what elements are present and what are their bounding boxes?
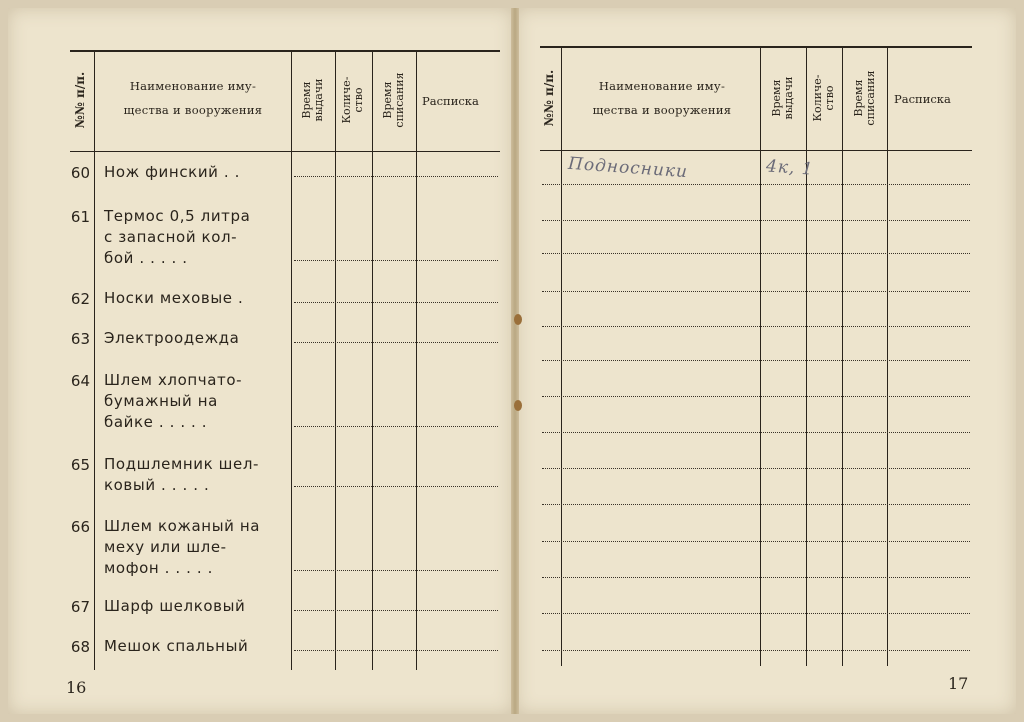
- row-number: 67: [70, 598, 90, 616]
- column-header-name: [566, 74, 758, 122]
- header-top-rule: [70, 50, 500, 52]
- column-header-issue-time: [301, 61, 325, 139]
- row-number: 64: [70, 372, 90, 390]
- column-divider: [291, 50, 292, 670]
- column-divider: [887, 46, 888, 666]
- row-item-name: Подшлемник шел- ковый . . . . .: [104, 455, 260, 494]
- row-item-name: Термос 0,5 литра с запасной кол- бой . . . . .: [104, 207, 251, 267]
- document-booklet: [8, 8, 1016, 714]
- dotted-fill-line: [542, 468, 970, 469]
- column-header-signature: Расписка: [894, 92, 951, 106]
- staple-hole: [514, 400, 522, 411]
- row-number: 65: [70, 456, 90, 474]
- column-header-number: №№ п/п.: [73, 71, 87, 129]
- column-header-issue-time-line1: Время: [770, 79, 783, 117]
- column-divider: [760, 46, 761, 666]
- page-number-right: 17: [948, 674, 969, 693]
- column-header-writeoff: [853, 59, 877, 137]
- column-header-quantity-line1: Количе-: [811, 74, 824, 122]
- dotted-fill-line: [542, 291, 970, 292]
- column-divider: [335, 50, 336, 670]
- row-item-name: Нож финский . .: [104, 163, 240, 181]
- row-item-name: Мешок спальный: [104, 637, 249, 655]
- column-header-issue-time: [771, 59, 795, 137]
- column-header-writeoff-line2: списания: [393, 72, 406, 128]
- column-header-name: [98, 74, 288, 122]
- dotted-fill-line: [542, 326, 970, 327]
- staple-hole: [514, 314, 522, 325]
- dotted-fill-line: [542, 613, 970, 614]
- column-header-quantity: [341, 61, 365, 139]
- dotted-fill-line: [294, 260, 498, 261]
- dotted-fill-line: [294, 570, 498, 571]
- column-divider: [372, 50, 373, 670]
- dotted-fill-line: [542, 360, 970, 361]
- dotted-fill-line: [542, 220, 970, 221]
- column-header-number: №№ п/п.: [542, 69, 556, 127]
- row-item-name: Электроодежда: [104, 329, 240, 347]
- dotted-fill-line: [294, 610, 498, 611]
- dotted-fill-line: [542, 541, 970, 542]
- column-header-writeoff-line1: Время: [381, 81, 394, 119]
- dotted-fill-line: [542, 650, 970, 651]
- column-header-writeoff-line1: Время: [852, 79, 865, 117]
- column-header-issue-time-line2: выдачи: [312, 78, 325, 122]
- row-item-name: Шлем кожаный на меху или шле- мофон . . . . .: [104, 517, 261, 577]
- dotted-fill-line: [294, 650, 498, 651]
- column-divider: [806, 46, 807, 666]
- row-number: 63: [70, 330, 90, 348]
- column-header-signature: Расписка: [422, 94, 479, 108]
- row-item-name: Носки меховые .: [104, 289, 244, 307]
- dotted-fill-line: [294, 342, 498, 343]
- column-header-quantity-line2: ство: [823, 85, 836, 111]
- column-header-writeoff: [382, 61, 406, 139]
- column-header-quantity-line1: Количе-: [340, 76, 353, 124]
- handwritten-quantity-entry: 4к, 1: [765, 156, 815, 180]
- column-divider: [94, 50, 95, 670]
- column-header-name-line1: Наименование иму-: [598, 79, 726, 93]
- row-number: 68: [70, 638, 90, 656]
- column-divider: [561, 46, 562, 666]
- column-divider: [416, 50, 417, 670]
- column-header-name-line2: щества и вооружения: [592, 103, 732, 117]
- dotted-fill-line: [294, 426, 498, 427]
- column-header-quantity: [812, 59, 836, 137]
- booklet-spine: [511, 8, 519, 714]
- header-top-rule: [540, 46, 972, 48]
- header-bottom-rule: [70, 151, 500, 152]
- column-divider: [842, 46, 843, 666]
- page-number-left: 16: [66, 678, 87, 697]
- row-item-name: Шарф шелковый: [104, 597, 246, 615]
- column-header-writeoff-line2: списания: [864, 70, 877, 126]
- dotted-fill-line: [542, 396, 970, 397]
- dotted-fill-line: [542, 504, 970, 505]
- row-number: 61: [70, 208, 90, 226]
- dotted-fill-line: [294, 486, 498, 487]
- row-item-name: Шлем хлопчато- бумажный на байке . . . . .: [104, 371, 243, 431]
- dotted-fill-line: [542, 577, 970, 578]
- column-header-issue-time-line2: выдачи: [782, 76, 795, 120]
- row-number: 66: [70, 518, 90, 536]
- header-bottom-rule: [540, 150, 972, 151]
- column-header-quantity-line2: ство: [352, 87, 365, 113]
- handwritten-item-entry: Подносники: [567, 153, 689, 183]
- dotted-fill-line: [542, 253, 970, 254]
- column-header-name-line2: щества и вооружения: [123, 103, 263, 117]
- dotted-fill-line: [542, 184, 970, 185]
- row-number: 60: [70, 164, 90, 182]
- column-header-issue-time-line1: Время: [300, 81, 313, 119]
- dotted-fill-line: [294, 302, 498, 303]
- dotted-fill-line: [294, 176, 498, 177]
- column-header-name-line1: Наименование иму-: [129, 79, 257, 93]
- dotted-fill-line: [542, 432, 970, 433]
- row-number: 62: [70, 290, 90, 308]
